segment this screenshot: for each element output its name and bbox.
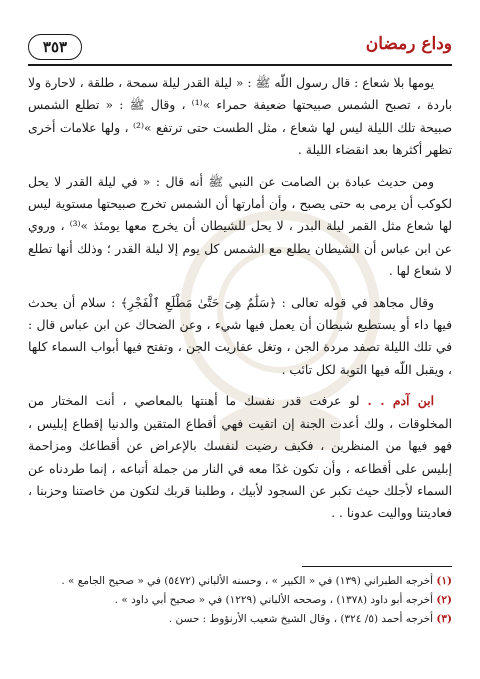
footnote-number: (١) [436, 575, 452, 587]
paragraph-2: ومن حديث عبادة بن الصامت عن النبي ﷺ أنه قال : « في ليلة القدر لا يحل لكوكب أن يرمى به حتى يصبح ، وأن أمارتها أن الشمس تخرج صبيحتها مستوية ليس لها شعاع مثل القمر ليلة البدر ، لا يحل للشيطان أن يخرج معها يومئذ »⁽³⁾ ، وروي عن ابن عباس أن الشيطان يطلع مع الشمس كل يوم إلا ليلة القدر ؛ وذلك أنها تطلع لا شعاع لها . [28, 174, 452, 279]
paragraph-3: وقال مجاهد في قوله تعالى : ﴿سَلَٰمٌ هِىَ حَتَّىٰ مَطْلَعِ ٱلْفَجْرِ﴾ : سلام أن يحدث فيها داء أو يستطيع شيطان أن يعمل فيها شيء ، وعن الضحاك عن ابن عباس قال : في تلك الليلة تصفد مردة الجن ، وتغل عفاريت الجن ، وتفتح فيها أبواب السماء كلها ، ويقبل اللّه فيها التوبة لكل تائب . [28, 295, 452, 377]
footnote-text: أخرجه أحمد (٥/ ٣٢٤) ، وقال الشيخ شعيب الأرنؤوط : حسن . [168, 613, 434, 625]
paragraph-1: يومها بلا شعاع : قال رسول اللّه ﷺ : « ليلة القدر ليلة سمحة ، طلقة ، لاحارة ولا باردة ، تصبح الشمس صبيحتها ضعيفة حمراء »⁽¹⁾ ، وقال ﷺ : « تطلع الشمس صبيحة تلك الليلة ليس لها شعاع ، مثل الطست حتى ترتفع »⁽²⁾ ، ولها علامات أخرى تظهر أكثرها بعد انقضاء الليلة . [28, 76, 452, 158]
footnote-number: (٢) [436, 594, 452, 606]
footnote-text: أخرجه الطبراني (١٣٩) في « الكبير » ، وحسنه الألباني (٥٤٧٢) في « صحيح الجامع » . [61, 575, 434, 587]
footnote-3 [28, 610, 452, 629]
page-header [28, 34, 452, 64]
footnote-number: (٣) [436, 613, 452, 625]
page-number-badge: ٣٥٣ [28, 34, 82, 60]
header-divider [28, 64, 452, 66]
footnote-text: أخرجه أبو داود (١٣٧٨) ، وصححه الألباني (١٢٢٩) في « صحيح أبي داود » . [114, 594, 434, 606]
footnote-divider [302, 566, 452, 567]
paragraph-4-text: لو عرفت قدر نفسك ما أهنتها بالمعاصي ، أنت المختار من المخلوقات ، ولك أعدت الجنة إن اتقيت فهي أقطاع المتقين والدنيا إقطاع إبليس ، فهو فيها من المنظرين ، فكيف رضيت لنفسك بالإعراض عن أقطاعك ومزاحمة إبليس على أقطاعه ، وأن تكون غدًا معه في النار من جملة أتباعه ، إنما طردناه عن السماء لأجلك حيث تكبر عن السجود لأبيك ، وطلبنا قربك لتكون من خاصتنا وحزبنا ، فعاديتنا وواليت عدونا . . [28, 394, 452, 521]
paragraph-4 [28, 390, 452, 524]
footnote-1 [28, 572, 452, 591]
paragraph-4-lead: ابن آدم . . [367, 393, 434, 409]
running-title: وداع رمضان [365, 34, 452, 54]
footnotes [28, 572, 452, 629]
footnote-2 [28, 591, 452, 610]
main-text [28, 72, 452, 534]
